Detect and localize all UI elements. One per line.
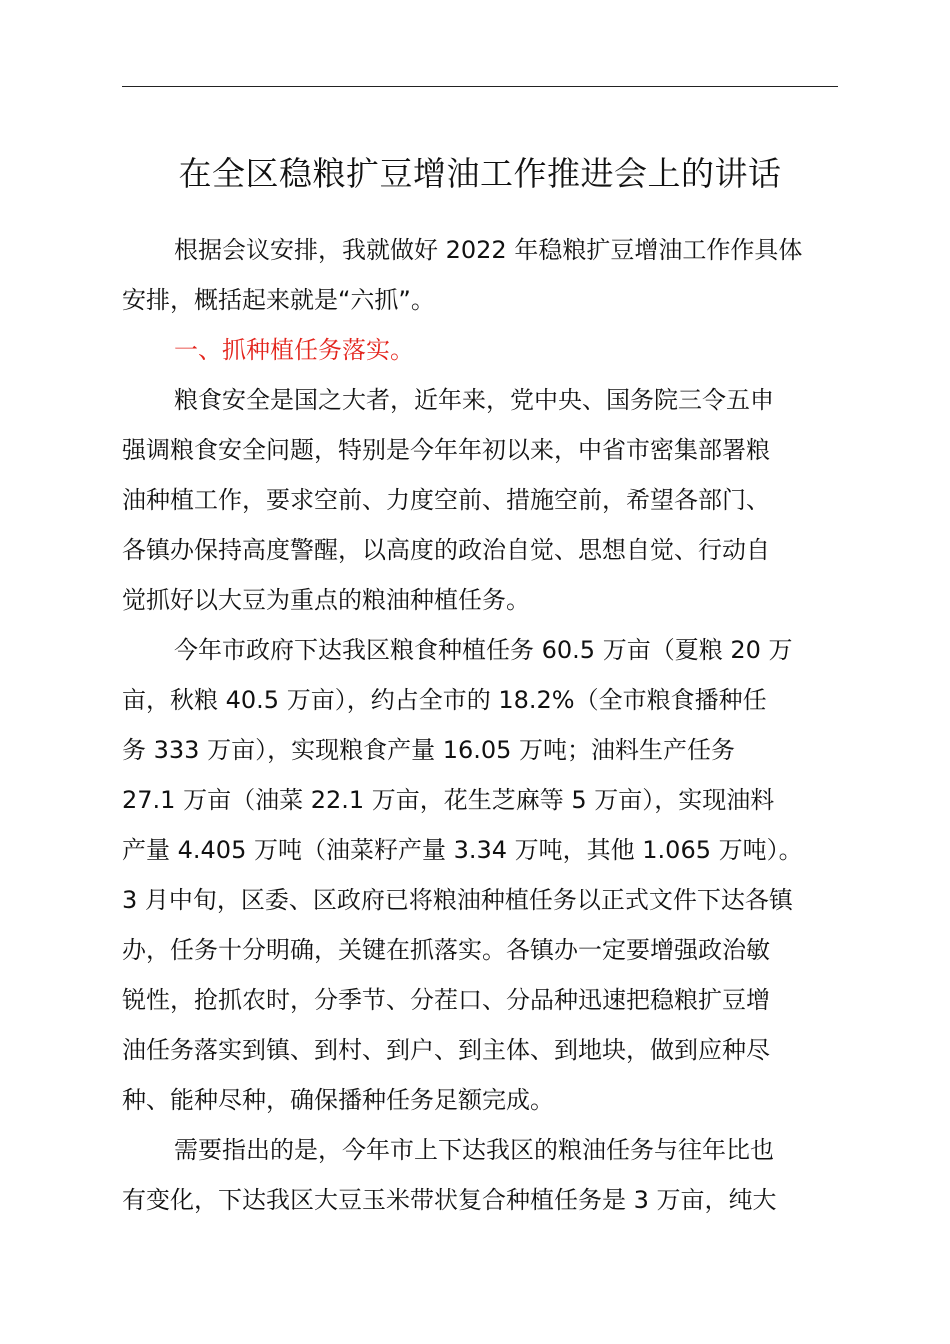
section-heading: 一、抓种植任务落实。 xyxy=(174,336,414,364)
paragraph-line: 粮食安全是国之大者，近年来，党中央、国务院三令五申 xyxy=(174,386,774,414)
paragraph-line: 亩，秋粮 40.5 万亩），约占全市的 18.2%（全市粮食播种任 xyxy=(122,686,767,714)
paragraph-line: 觉抓好以大豆为重点的粮油种植任务。 xyxy=(122,586,530,614)
paragraph-line: 办，任务十分明确，关键在抓落实。各镇办一定要增强政治敏 xyxy=(122,936,770,964)
paragraph-line: 种、能种尽种，确保播种任务足额完成。 xyxy=(122,1086,554,1114)
paragraph-line: 锐性，抢抓农时，分季节、分茬口、分品种迅速把稳粮扩豆增 xyxy=(122,986,770,1014)
paragraph-line: 3 月中旬，区委、区政府已将粮油种植任务以正式文件下达各镇 xyxy=(122,886,793,914)
paragraph-line: 根据会议安排，我就做好 2022 年稳粮扩豆增油工作作具体 xyxy=(174,236,803,264)
paragraph-line: 安排，概括起来就是“六抓”。 xyxy=(122,286,435,314)
paragraph-line: 强调粮食安全问题，特别是今年年初以来，中省市密集部署粮 xyxy=(122,436,770,464)
page-title: 在全区稳粮扩豆增油工作推进会上的讲话 xyxy=(178,154,782,193)
paragraph-line: 27.1 万亩（油菜 22.1 万亩，花生芝麻等 5 万亩），实现油料 xyxy=(122,786,775,814)
paragraph-line: 需要指出的是，今年市上下达我区的粮油任务与往年比也 xyxy=(174,1136,774,1164)
paragraph-line: 务 333 万亩），实现粮食产量 16.05 万吨；油料生产任务 xyxy=(122,736,736,764)
header-rule xyxy=(122,86,838,87)
paragraph-line: 油任务落实到镇、到村、到户、到主体、到地块，做到应种尽 xyxy=(122,1036,770,1064)
paragraph-line: 有变化，下达我区大豆玉米带状复合种植任务是 3 万亩，纯大 xyxy=(122,1186,777,1214)
paragraph-line: 各镇办保持高度警醒，以高度的政治自觉、思想自觉、行动自 xyxy=(122,536,770,564)
paragraph-line: 今年市政府下达我区粮食种植任务 60.5 万亩（夏粮 20 万 xyxy=(174,636,793,664)
paragraph-line: 油种植工作，要求空前、力度空前、措施空前，希望各部门、 xyxy=(122,486,770,514)
paragraph-line: 产量 4.405 万吨（油菜籽产量 3.34 万吨，其他 1.065 万吨）。 xyxy=(122,836,803,864)
